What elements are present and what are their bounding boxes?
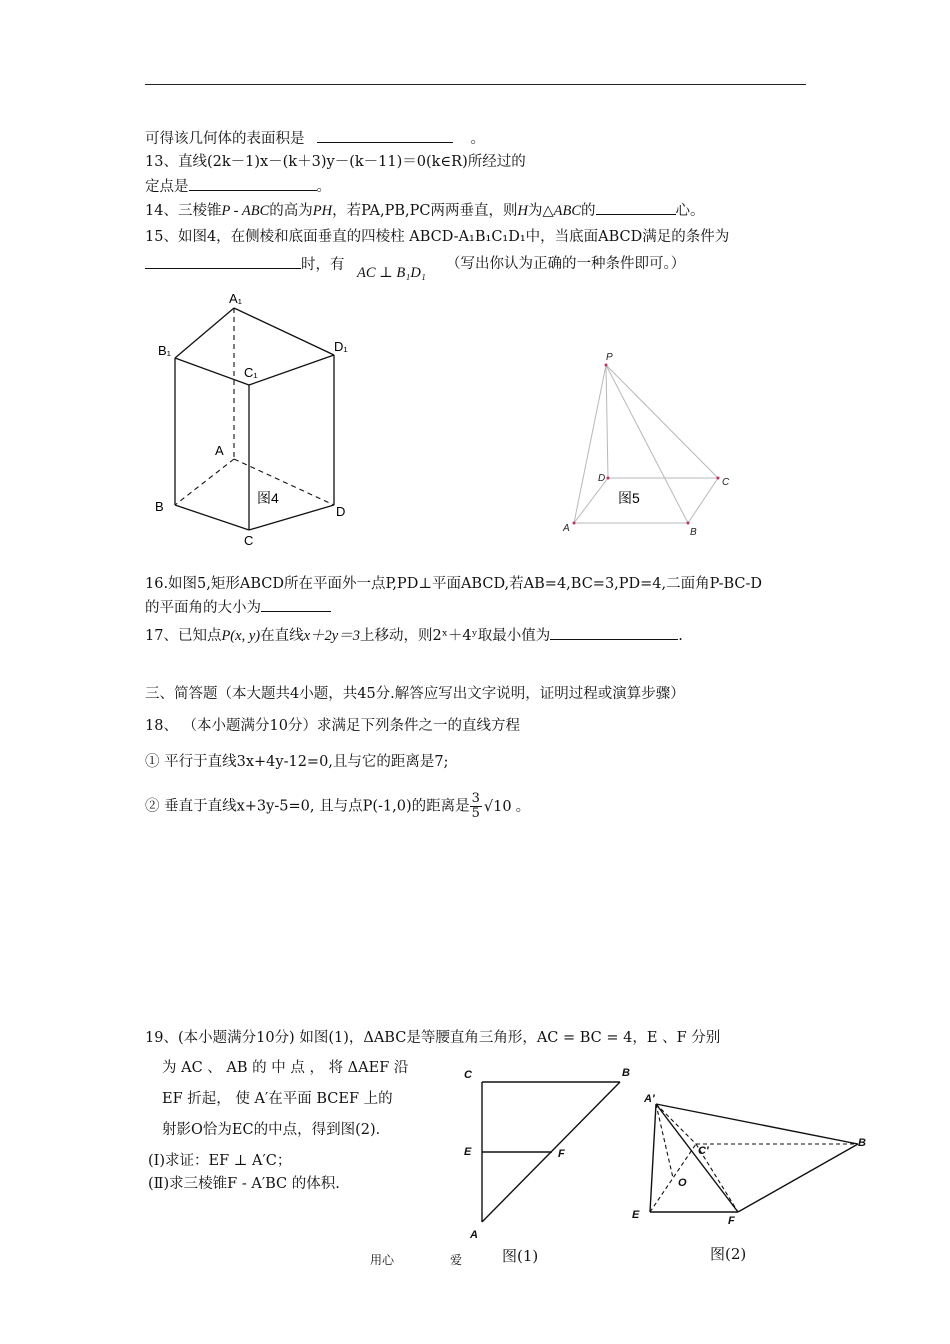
figure-5-caption: 图5 xyxy=(618,490,640,506)
footer-right: 爱 xyxy=(450,1253,463,1267)
edge-cd xyxy=(249,505,334,530)
edge-c1d1 xyxy=(249,355,334,385)
label-a: A xyxy=(215,443,224,458)
q18-item1: ① 平行于直线3x+4y-12=0,且与它的距离是7; xyxy=(145,754,449,770)
edge-bc xyxy=(688,478,718,523)
edge-pd xyxy=(606,365,608,478)
figure-1-caption: 图(1) xyxy=(502,1247,539,1265)
label-e: E xyxy=(632,1209,640,1221)
q19-line1: 19、(本小题满分10分) 如图(1)，ΔABC是等腰直角三角形，AC = BC = 4，E 、F 分别 xyxy=(145,1030,721,1046)
q13-answer-blank[interactable] xyxy=(189,176,317,191)
q19-line5: (Ⅰ)求证：EF ⊥ A′C； xyxy=(148,1153,292,1169)
edge-pc xyxy=(606,365,718,478)
label-o: O xyxy=(678,1177,687,1189)
label-c: C xyxy=(464,1069,472,1081)
figure-2-folded xyxy=(628,1092,873,1232)
figure-5-pyramid xyxy=(560,345,750,545)
q19-line6: (Ⅱ)求三棱锥F - A′BC 的体积. xyxy=(148,1176,340,1192)
edge-f-b xyxy=(738,1144,858,1212)
q12-answer-blank[interactable] xyxy=(317,128,453,143)
edge-ab-hidden xyxy=(175,459,234,505)
header-rule xyxy=(145,84,806,85)
section-3-heading: 三、简答题（本大题共4小题，共45分.解答应写出文字说明，证明过程或演算步骤） xyxy=(145,686,685,702)
edge-a-e xyxy=(650,1104,656,1212)
figure-2-caption: 图(2) xyxy=(710,1245,747,1263)
edge-a-c-hidden xyxy=(656,1104,696,1144)
point-d xyxy=(607,477,610,480)
q17-answer-blank[interactable] xyxy=(550,625,678,640)
label-a-prime: A′ xyxy=(644,1093,655,1105)
edge-a1b1 xyxy=(175,308,234,358)
label-d1: D₁ xyxy=(334,339,348,354)
label-d: D xyxy=(336,504,346,519)
figure-1-triangle xyxy=(460,1062,640,1244)
edge-pa xyxy=(574,365,606,523)
edge-bc xyxy=(175,505,249,530)
point-a xyxy=(573,522,576,525)
edge-b1c1 xyxy=(175,358,249,385)
q19-line2: 为 AC 、 AB 的 中 点 ， 将 ΔAEF 沿 xyxy=(162,1060,409,1076)
label-b1: B₁ xyxy=(158,343,172,358)
q15-line2: 时，有 xyxy=(145,254,345,275)
q16-line1: 16.如图5,矩形ABCD所在平面外一点P,PD⊥平面ABCD,若AB=4,BC=3,PD=4,二面角P-BC-D xyxy=(145,576,763,592)
q17-line: 17、已知点P(x, y)在直线x＋2y＝3上移动，则2ˣ＋4ʸ取最小值为 . xyxy=(145,625,683,646)
q14-line: 14、三棱锥P - ABC的高为PH，若PA,PB,PC两两垂直，则H为△ABC的 心。 xyxy=(145,200,705,221)
label-c-prime: C′ xyxy=(698,1145,709,1157)
q15-answer-blank[interactable] xyxy=(145,254,301,269)
q12-line: 可得该几何体的表面积是 。 xyxy=(145,128,485,149)
figure-4-prism xyxy=(145,285,375,555)
edge-a1d1 xyxy=(234,308,334,355)
label-b: B xyxy=(690,527,697,538)
label-c: C xyxy=(722,477,730,488)
point-c xyxy=(717,477,720,480)
label-c1: C₁ xyxy=(244,365,258,380)
q19-line3: EF 折起， 使 A′在平面 BCEF 上的 xyxy=(162,1091,393,1107)
label-b: B xyxy=(858,1137,866,1149)
q13-line1: 13、直线(2k－1)x－(k＋3)y－(k－11)＝0(k∈R)所经过的 xyxy=(145,154,526,170)
label-b: B xyxy=(155,499,164,514)
edge-e-c-hidden xyxy=(650,1144,696,1212)
q15-expression: AC ⊥ B₁D₁ xyxy=(357,265,426,281)
point-b xyxy=(687,522,690,525)
label-f: F xyxy=(728,1215,735,1227)
label-a1: A₁ xyxy=(229,291,243,306)
q15-note: （写出你认为正确的一种条件即可。） xyxy=(446,256,686,272)
q15-line1: 15、如图4，在侧棱和底面垂直的四棱柱 ABCD-A₁B₁C₁D₁中，当底面ABCD满足的条件为 xyxy=(145,229,730,245)
fraction-3-5: $\frac{3}{5}$ xyxy=(471,791,480,821)
edge-a-b xyxy=(656,1104,858,1144)
q16-line2: 的平面角的大小为 xyxy=(145,597,331,618)
label-f: F xyxy=(558,1148,565,1160)
label-d: D xyxy=(598,473,606,484)
point-p xyxy=(605,364,608,367)
edge-a-f xyxy=(656,1104,738,1212)
q14-answer-blank[interactable] xyxy=(596,200,676,215)
q13-line2: 定点是 。 xyxy=(145,176,331,197)
q19-line4: 射影O恰为EC的中点，得到图(2)． xyxy=(162,1122,391,1138)
q16-answer-blank[interactable] xyxy=(261,597,331,612)
label-a: A xyxy=(470,1229,478,1241)
edge-ad xyxy=(574,478,608,523)
label-e: E xyxy=(464,1146,472,1158)
label-a: A xyxy=(563,523,570,534)
label-b: B xyxy=(622,1067,630,1079)
label-p: P xyxy=(606,352,613,363)
label-c: C xyxy=(244,533,254,548)
q18-title: 18、 （本小题满分10分）求满足下列条件之一的直线方程 xyxy=(145,718,521,734)
figure-4-caption: 图4 xyxy=(257,490,279,506)
footer-left: 用心 xyxy=(370,1253,395,1267)
q18-item2: ② 垂直于直线x+3y-5=0, 且与点P(-1,0)的距离是 $\frac{3}{5}$ √10 。 xyxy=(145,791,531,821)
